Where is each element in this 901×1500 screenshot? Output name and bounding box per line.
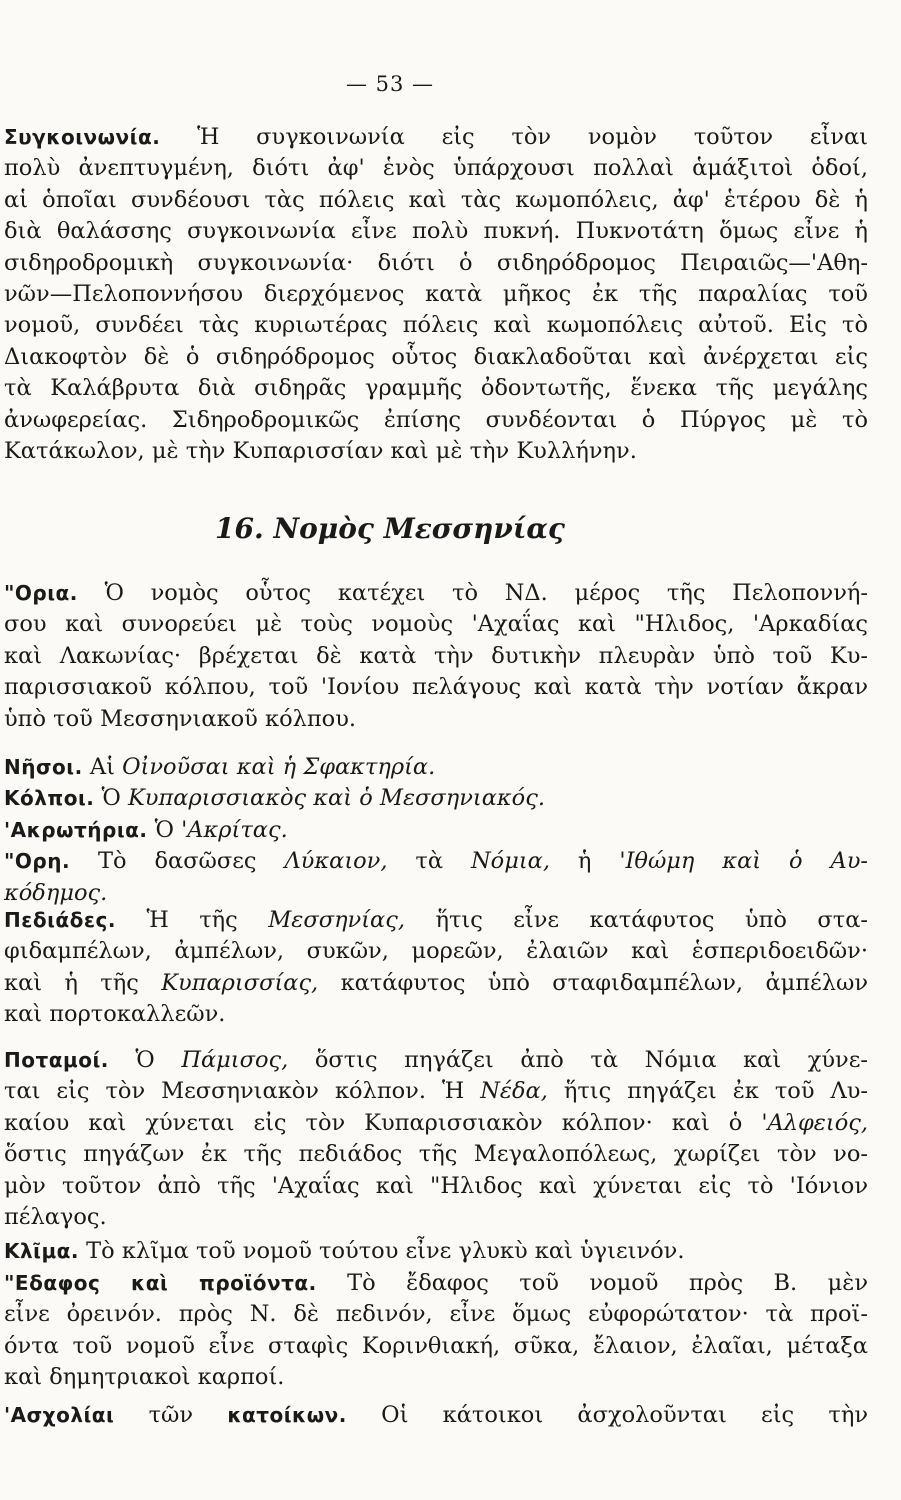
entry-akrotiria: 'Ακρωτήρια. Ὁ 'Ακρίτας. [4,816,288,843]
entry-ori: "Ορη. Τὸ δασῶσες Λύκαιον, τὰ Νόμια, ἡ 'Ιθώμη καὶ ὁ Αυ- [4,848,868,875]
paragraph-pediades: Πεδιάδες. Ἡ τῆς Μεσσηνίας, ἥτις εἶνε κατάφυτος ὑπὸ στα- φιδαμπέλων, ἀμπέλων, συκῶν, μορεῶν, ἐλαιῶν καὶ ἑσπεριδοειδῶν· καὶ ἡ τῆς Κυπαρισσίας, κατάφυτος ὑπὸ σταφιδαμπέλων, ἀμπέλων καὶ πορτοκαλλεῶν. [4,907,869,1028]
paragraph-potamoi: Ποταμοί. Ὁ Πάμισος, ὅστις πηγάζει ἀπὸ τὰ Νόμια καὶ χύνε- ται εἰς τὸν Μεσσηνιακὸν κόλπον. Ἡ Νέδα, ἥτις πηγάζει ἐκ τοῦ Λυ- καίου καὶ χύνεται εἰς τὸν Κυπαρισσιακὸν κόλπον· καὶ ὁ 'Αλφειός, ὅστις πηγάζων ἐκ τῆς πεδιάδος τῆς Μεγαλοπόλεως, χωρίζει τὸν νο- μὸν τοῦτον ἀπὸ τῆς 'Αχαΐας καὶ "Ηλιδος καὶ χύνεται εἰς τὸ 'Ιόνιον πέλαγος. [4,1047,868,1231]
entry-nisoi: Νῆσοι. Αἱ Οἰνοῦσαι καὶ ἡ Σφακτηρία. [4,754,436,780]
paragraph-ascholiai: 'Ασχολίαι τῶν κατοίκων. Οἱ κάτοικοι ἀσχολοῦνται εἰς τὴν [4,1402,868,1428]
paragraph-edafos: "Εδαφος καὶ προϊόντα. Τὸ ἔδαφος τοῦ νομοῦ πρὸς Β. μὲν εἶνε ὀρεινόν. πρὸς Ν. δὲ πεδινόν, εἶνε ὅμως εὐφορώτατον· τὰ προϊ- όντα τοῦ νομοῦ εἶνε σταφὶς Κορινθιακή, σῦκα, ἔλαιον, ἐλαῖαι, μέταξα καὶ δημητριακοὶ καρποί. [4,1270,868,1391]
paragraph-synkoinonia: Συγκοινωνία. Ἡ συγκοινωνία εἰς τὸν νομὸν τοῦτον εἶναι πολὺ ἀνεπτυγμένη, διότι ἀφ' ἑνὸς ὑπάρχουσι πολλαὶ ἁμάξιτοὶ ὁδοί, αἱ ὁποῖαι συνδέουσι τὰς πόλεις καὶ τὰς κωμοπόλεις, ἀφ' ἑτέρου δὲ ἡ διὰ θαλάσσης συγκοινωνία εἶνε πολὺ πυκνή. Πυκνοτάτη ὅμως εἶνε ἡ σιδηροδρομικὴ συγκοινωνία· διότι ὁ σιδηρόδρομος Πειραιῶς—'Αθη- νῶν—Πελοποννήσου διερχόμενος κατὰ μῆκος ἐκ τῆς παραλίας τοῦ νομοῦ, συνδέει τὰς κυριωτέρας πόλεις καὶ κωμοπόλεις αὐτοῦ. Εἰς τὸ Διακοφτὸν δὲ ὁ σιδηρόδρομος οὗτος διακλαδοῦται καὶ ἀνέρχεται εἰς τὰ Καλάβρυτα διὰ σιδηρᾶς γραμμῆς ὀδοντωτῆς, ἕνεκα τῆς μεγάλης ἀνωφερείας. Σιδηροδρομικῶς ἐπίσης συνδέονται ὁ Πύργος μὲ τὸ Κατάκωλον, μὲ τὴν Κυπαρισσίαν καὶ μὲ τὴν Κυλλήνην. [4,124,868,465]
paragraph-oria: "Ορια. Ὁ νομὸς οὗτος κατέχει τὸ ΝΔ. μέρος τῆς Πελοποννή- σου καὶ συνορεύει μὲ τοὺς νομοὺς 'Αχαΐας καὶ "Ηλιδος, 'Αρκαδίας καὶ Λακωνίας· βρέχεται δὲ κατὰ τὴν δυτικὴν πλευρὰν ὑπὸ τοῦ Κυ- παρισσιακοῦ κόλπου, τοῦ 'Ιονίου πελάγους καὶ κατὰ τὴν νοτίαν ἄκραν ὑπὸ τοῦ Μεσσηνιακοῦ κόλπου. [4,580,868,732]
section-head: Συγκοινωνία. [4,125,161,149]
page-number: — 53 — [345,72,435,96]
section-head: "Ορια. [4,581,78,605]
entry-kolpoi: Κόλποι. Ὁ Κυπαρισσιακὸς καὶ ὁ Μεσσηνιακός. [4,785,545,812]
paragraph-short-entries: Νῆσοι. Αἱ Οἰνοῦσαι καὶ ἡ Σφακτηρία. Κόλποι. Ὁ Κυπαρισσιακὸς καὶ ὁ Μεσσηνιακός. 'Ακρωτήρια. Ὁ 'Ακρίτας. "Ορη. Τὸ δασῶσες Λύκαιον, τὰ Νόμια, ἡ 'Ιθώμη καὶ ὁ Αυ- κόδημος. [4,754,868,906]
paragraph-klima: Κλῖμα. Τὸ κλῖμα τοῦ νομοῦ τούτου εἶνε γλυκὺ καὶ ὑγιεινόν. [4,1238,685,1264]
section-title: 16. Νομὸς Μεσσηνίας [215,512,565,545]
